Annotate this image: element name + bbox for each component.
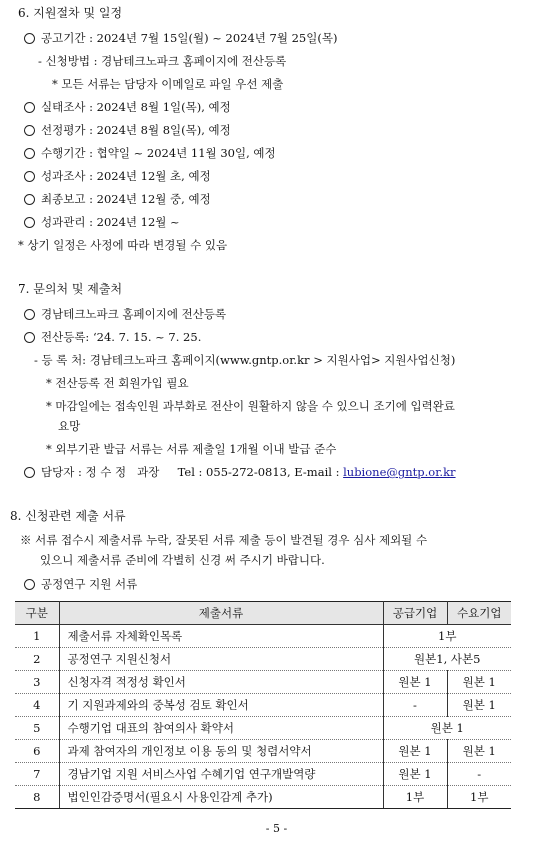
row-supplier: - — [383, 694, 447, 717]
warning-text-cont: 있으니 제출서류 준비에 각별히 신경 써 주시기 바랍니다. — [40, 553, 325, 567]
contact-note: * 전산등록 전 회원가입 필요 — [46, 376, 189, 390]
row-doc: 과제 참여자의 개인정보 이용 동의 및 청렴서약서 — [59, 740, 383, 763]
table-row — [15, 763, 511, 786]
contact-note-cont: 요망 — [58, 419, 81, 433]
row-no: 1 — [15, 625, 59, 648]
col-header-supplier: 공급기업 — [383, 602, 447, 625]
contact-note: * 외부기관 발급 서류는 서류 제출일 1개월 이내 발급 준수 — [46, 442, 337, 456]
section-8-title: 8. 신청관련 제출 서류 — [10, 509, 126, 523]
schedule-item: 실태조사 : 2024년 8월 1일(목), 예정 — [24, 99, 231, 115]
email-link[interactable]: lubione@gntp.or.kr — [343, 465, 456, 479]
row-supplier: 1부 — [383, 786, 447, 809]
section-6-title: 6. 지원절차 및 일정 — [18, 6, 123, 20]
contact-person: 담당자 : 정 수 정 과장 Tel : 055-272-0813, E-mail : lubione@gntp.or.kr — [24, 464, 456, 480]
contact-note: * 마감일에는 접속인원 과부화로 전산이 원활하지 않을 수 있으니 조기에 입력완료 — [46, 399, 455, 413]
subsection-title: 공정연구 지원 서류 — [24, 576, 137, 592]
circle-bullet-icon — [24, 33, 35, 44]
circle-bullet-icon — [24, 467, 35, 478]
circle-bullet-icon — [24, 194, 35, 205]
row-supplier: 원본 1 — [383, 763, 447, 786]
circle-bullet-icon — [24, 332, 35, 343]
circle-bullet-icon — [24, 148, 35, 159]
row-no: 6 — [15, 740, 59, 763]
row-demand: 원본 1 — [447, 740, 511, 763]
row-no: 7 — [15, 763, 59, 786]
schedule-subitem: - 신청방법 : 경남테크노파크 홈페이지에 전산등록 — [38, 54, 287, 68]
contact-item: 경남테크노파크 홈페이지에 전산등록 — [24, 306, 226, 322]
row-no: 4 — [15, 694, 59, 717]
schedule-disclaimer: * 상기 일정은 사정에 따라 변경될 수 있음 — [18, 238, 228, 252]
row-merged: 원본 1 — [383, 717, 511, 740]
row-doc: 수행기업 대표의 참여의사 확약서 — [59, 717, 383, 740]
col-header-doc: 제출서류 — [59, 602, 383, 625]
row-doc: 법인인감증명서(필요시 사용인감계 추가) — [59, 786, 383, 809]
row-no: 8 — [15, 786, 59, 809]
row-doc: 경남기업 지원 서비스사업 수혜기업 연구개발역량 — [59, 763, 383, 786]
schedule-item: 최종보고 : 2024년 12월 중, 예정 — [24, 191, 211, 207]
row-supplier: 원본 1 — [383, 740, 447, 763]
table-row — [15, 786, 511, 809]
row-demand: 원본 1 — [447, 694, 511, 717]
row-no: 5 — [15, 717, 59, 740]
row-doc: 공정연구 지원신청서 — [59, 648, 383, 671]
table-row — [15, 717, 511, 740]
row-no: 2 — [15, 648, 59, 671]
circle-bullet-icon — [24, 125, 35, 136]
schedule-item: 선정평가 : 2024년 8월 8일(목), 예정 — [24, 122, 231, 138]
warning-text: ※ 서류 접수시 제출서류 누락, 잘못된 서류 제출 등이 발견될 경우 심사 제외될 수 — [20, 533, 428, 547]
row-no: 3 — [15, 671, 59, 694]
schedule-note: * 모든 서류는 담당자 이메일로 파일 우선 제출 — [52, 77, 284, 91]
circle-bullet-icon — [24, 579, 35, 590]
contact-subitem: - 등 록 처: 경남테크노파크 홈페이지(www.gntp.or.kr > 지원사업> 지원사업신청) — [34, 353, 456, 367]
row-doc: 제출서류 자체확인목록 — [59, 625, 383, 648]
table-row — [15, 671, 511, 694]
page-number: - 5 - — [265, 822, 288, 835]
schedule-item: 성과관리 : 2024년 12월 ~ — [24, 214, 180, 230]
schedule-item: 수행기간 : 협약일 ~ 2024년 11월 30일, 예정 — [24, 145, 276, 161]
documents-table — [15, 601, 511, 809]
circle-bullet-icon — [24, 102, 35, 113]
row-demand: 원본 1 — [447, 671, 511, 694]
row-doc: 신청자격 적정성 확인서 — [59, 671, 383, 694]
col-header-no: 구분 — [15, 602, 59, 625]
table-row — [15, 740, 511, 763]
table-row — [15, 625, 511, 648]
col-header-demand: 수요기업 — [447, 602, 511, 625]
schedule-item: 성과조사 : 2024년 12월 초, 예정 — [24, 168, 211, 184]
schedule-item: 공고기간 : 2024년 7월 15일(월) ~ 2024년 7월 25일(목) — [24, 30, 337, 46]
row-demand: 1부 — [447, 786, 511, 809]
contact-item: 전산등록: ‘24. 7. 15. ~ 7. 25. — [24, 329, 201, 345]
row-merged: 원본1, 사본5 — [383, 648, 511, 671]
circle-bullet-icon — [24, 171, 35, 182]
section-7-title: 7. 문의처 및 제출처 — [18, 282, 123, 296]
table-row — [15, 648, 511, 671]
circle-bullet-icon — [24, 217, 35, 228]
row-merged: 1부 — [383, 625, 511, 648]
row-doc: 기 지원과제와의 중복성 검토 확인서 — [59, 694, 383, 717]
row-demand: - — [447, 763, 511, 786]
table-row — [15, 694, 511, 717]
circle-bullet-icon — [24, 309, 35, 320]
row-supplier: 원본 1 — [383, 671, 447, 694]
